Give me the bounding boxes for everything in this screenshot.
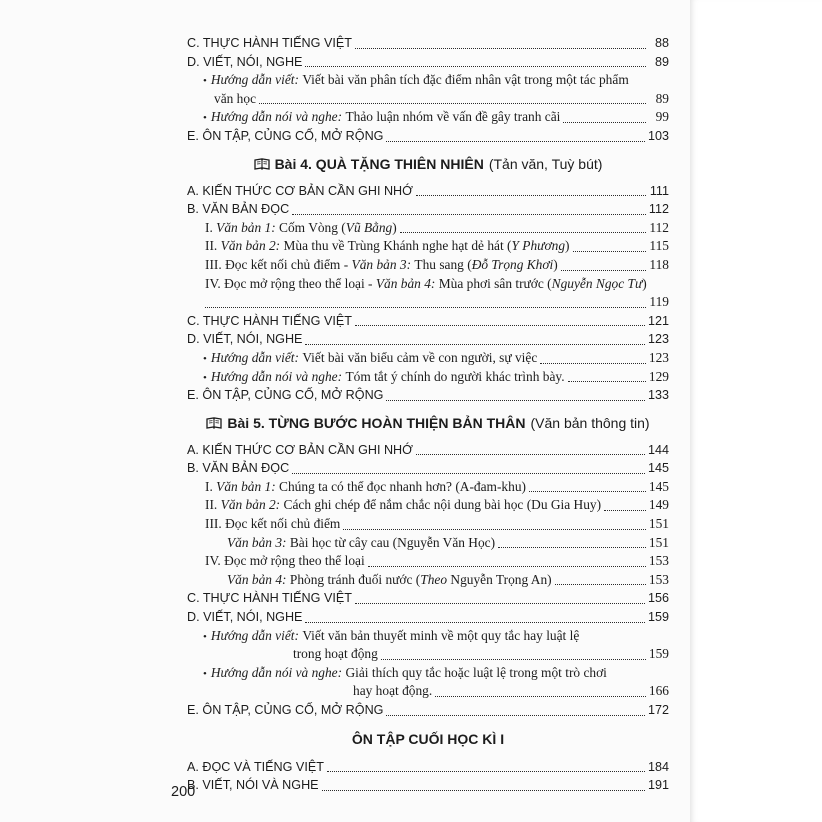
open-book-icon	[206, 417, 222, 429]
lesson-4-title: Bài 4. QUÀ TẶNG THIÊN NHIÊN	[274, 155, 484, 172]
toc-row-writing-l5: D. VIẾT, NÓI, NGHE 159	[187, 610, 669, 625]
toc-row-text-4-l4-cont: 119	[187, 293, 669, 312]
toc-bullet-speaking-guide-l5-cont: hay hoạt động. 166	[353, 683, 669, 699]
toc-row-text-2-l5: II. Văn bản 2: Cách ghi chép để nắm chắc nội dung bài học (Du Gia Huy) 149	[205, 497, 669, 513]
toc-bullet-speaking-guide-l3: • Hướng dẫn nói và nghe: Thảo luận nhóm về vấn đề gây tranh cãi 99	[203, 109, 669, 125]
toc-bullet-writing-guide-l5: • Hướng dẫn viết: Viết văn bản thuyết minh về một quy tắc hay luật lệ	[203, 627, 580, 643]
lesson-4-subtitle: (Tản văn, Tuỳ bút)	[488, 155, 603, 172]
toc-row-practice-l3: C. THỰC HÀNH TIẾNG VIỆT 88	[187, 36, 669, 50]
toc-row-reading-review: A. ĐỌC VÀ TIẾNG VIỆT 184	[187, 759, 669, 774]
lesson-5-heading	[187, 405, 669, 441]
toc-row-connect-l5: III. Đọc kết nối chủ điểm 151	[205, 516, 669, 532]
toc-row-review-l5: E. ÔN TẬP, CỦNG CỐ, MỞ RỘNG 172	[187, 703, 669, 717]
toc-bullet-writing-guide-l4: • Hướng dẫn viết: Viết bài văn biểu cảm về con người, sự việc 123	[203, 349, 669, 365]
toc-row-practice-l4: C. THỰC HÀNH TIẾNG VIỆT 121	[187, 313, 669, 328]
toc-row-text-1-l4: I. Văn bản 1: Cốm Vòng (Vũ Bằng) 112	[205, 219, 669, 235]
semester-review-title: ÔN TẬP CUỐI HỌC KÌ I	[351, 730, 505, 747]
lesson-4-heading	[187, 146, 669, 182]
toc-row-text-4-l5: Văn bản 4: Phòng tránh đuối nước (Theo Nguyễn Trọng An) 153	[227, 571, 669, 587]
toc-row-knowledge-l4: A. KIẾN THỨC CƠ BẢN CẦN GHI NHỚ 111	[187, 183, 669, 198]
semester-review-heading	[187, 720, 669, 758]
toc-row-knowledge-l5: A. KIẾN THỨC CƠ BẢN CẦN GHI NHỚ 144	[187, 442, 669, 457]
toc-row-reading-l5: B. VĂN BẢN ĐỌC 145	[187, 461, 669, 476]
toc-row-reading-l4: B. VĂN BẢN ĐỌC 112	[187, 202, 669, 217]
toc-row-writing-review: B. VIẾT, NÓI VÀ NGHE 191	[187, 778, 669, 793]
toc-row-writing-l4: D. VIẾT, NÓI, NGHE 123	[187, 332, 669, 347]
lesson-5-subtitle: (Văn bản thông tin)	[530, 414, 650, 431]
toc-bullet-speaking-guide-l4: • Hướng dẫn nói và nghe: Tóm tắt ý chính do người khác trình bày. 129	[203, 368, 669, 384]
toc-row-practice-l5: C. THỰC HÀNH TIẾNG VIỆT 156	[187, 591, 669, 606]
toc-row-text-1-l5: I. Văn bản 1: Chúng ta có thể đọc nhanh hơn? (A-đam-khu) 145	[205, 478, 669, 494]
toc-bullet-speaking-guide-l5: • Hướng dẫn nói và nghe: Giải thích quy tắc hoặc luật lệ trong một trò chơi	[203, 664, 607, 680]
toc-bullet-writing-guide-l5-cont: trong hoạt động 159	[293, 646, 669, 662]
page-number: 200	[171, 784, 196, 800]
open-book-icon	[254, 158, 270, 170]
table-of-contents	[187, 34, 669, 795]
toc-bullet-writing-guide-l3-cont: văn học 89	[214, 90, 669, 106]
toc-row-extended-l5: IV. Đọc mở rộng theo thể loại 153	[205, 553, 669, 569]
toc-row-writing-l3: D. VIẾT, NÓI, NGHE 89	[187, 54, 669, 69]
toc-row-text-2-l4: II. Văn bản 2: Mùa thu về Trùng Khánh nghe hạt dẻ hát (Y Phương) 115	[205, 238, 669, 254]
page-edge	[690, 0, 822, 822]
toc-row-text-3-l4: III. Đọc kết nối chủ điểm - Văn bản 3: Thu sang (Đỗ Trọng Khơi) 118	[205, 256, 669, 272]
toc-row-text-3-l5: Văn bản 3: Bài học từ cây cau (Nguyễn Văn Học) 151	[227, 534, 669, 550]
toc-bullet-writing-guide-l3: • Hướng dẫn viết: Viết bài văn phân tích đặc điểm nhân vật trong một tác phẩm	[203, 72, 629, 88]
toc-row-text-4-l4: IV. Đọc mở rộng theo thể loại - Văn bản 4: Mùa phơi sân trước ( Nguyễn Ngọc Tư )	[205, 275, 647, 291]
lesson-5-title: Bài 5. TỪNG BƯỚC HOÀN THIỆN BẢN THÂN	[227, 414, 526, 431]
toc-row-review-l3: E. ÔN TẬP, CỦNG CỐ, MỞ RỘNG 103	[187, 128, 669, 143]
toc-row-review-l4: E. ÔN TẬP, CỦNG CỐ, MỞ RỘNG 133	[187, 388, 669, 403]
